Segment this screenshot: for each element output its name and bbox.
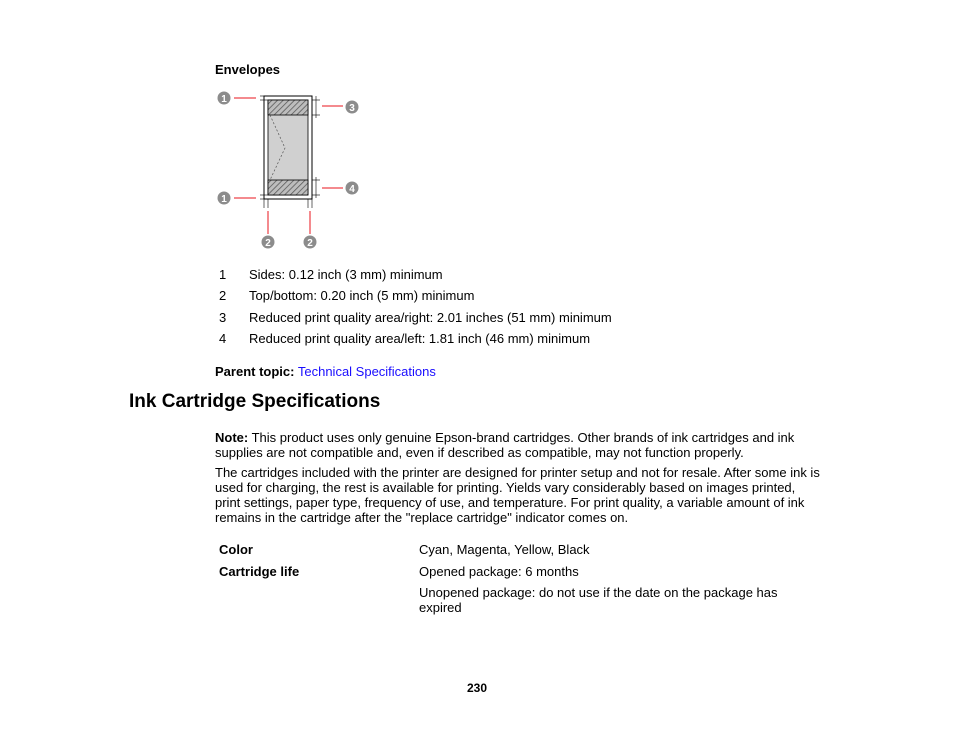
callout-text: Sides: 0.12 inch (3 mm) minimum — [249, 267, 443, 282]
spec-value-unopened: Unopened package: do not use if the date on the package has expired — [419, 585, 778, 615]
svg-text:2: 2 — [265, 238, 271, 249]
note-text: This product uses only genuine Epson-brand cartridges. Other brands of ink cartridges and ink supplies are not compatible and, even if described as compatible, may not function properly. — [215, 430, 795, 460]
note-paragraph — [215, 430, 820, 460]
reduced-area-bottom — [268, 180, 308, 195]
section-heading: Ink Cartridge Specifications — [129, 391, 381, 412]
svg-text:1: 1 — [221, 194, 227, 205]
body-paragraph: The cartridges included with the printer are designed for printer setup and not for resale. After some ink is used for charging, the rest is available for printing. Yields vary considerably based on images printed, print settings, paper type, frequency of use, and temperature. For print quality, a variable amount of ink remains in the cartridge after the "replace cartridge" indicator comes on. — [215, 465, 820, 525]
spec-value-color: Cyan, Magenta, Yellow, Black — [419, 542, 590, 557]
marker-1-bottom — [218, 192, 231, 206]
callout-number: 2 — [219, 288, 227, 303]
marker-2-left — [262, 236, 275, 250]
callout-item — [219, 267, 443, 282]
callout-text: Reduced print quality area/right: 2.01 inches (51 mm) minimum — [249, 310, 612, 325]
svg-text:4: 4 — [349, 184, 355, 195]
callout-number: 4 — [219, 331, 227, 346]
note-label: Note: — [215, 430, 249, 445]
svg-text:2: 2 — [307, 238, 313, 249]
svg-text:3: 3 — [349, 103, 355, 114]
marker-3 — [346, 101, 359, 115]
callout-number: 3 — [219, 310, 227, 325]
reduced-area-top — [268, 100, 308, 115]
spec-label-cartridge-life: Cartridge life — [219, 564, 300, 579]
svg-text:1: 1 — [221, 94, 227, 105]
page-number: 230 — [466, 681, 488, 695]
parent-topic-link[interactable]: Technical Specifications — [297, 364, 436, 379]
callout-item — [219, 288, 474, 303]
callout-item — [219, 310, 612, 325]
parent-topic — [215, 364, 436, 379]
marker-4 — [346, 182, 359, 196]
callout-text: Top/bottom: 0.20 inch (5 mm) minimum — [249, 288, 475, 303]
callout-item — [219, 331, 590, 346]
spec-label-color: Color — [219, 542, 253, 557]
marker-1-top — [218, 92, 231, 106]
envelopes-heading: Envelopes — [215, 62, 281, 77]
callout-text: Reduced print quality area/left: 1.81 inch (46 mm) minimum — [249, 331, 591, 346]
spec-value-opened: Opened package: 6 months — [419, 564, 579, 579]
marker-2-right — [304, 236, 317, 250]
callout-number: 1 — [219, 267, 227, 282]
envelope-margin-diagram — [212, 86, 362, 256]
parent-topic-label: Parent topic: — [215, 364, 295, 379]
